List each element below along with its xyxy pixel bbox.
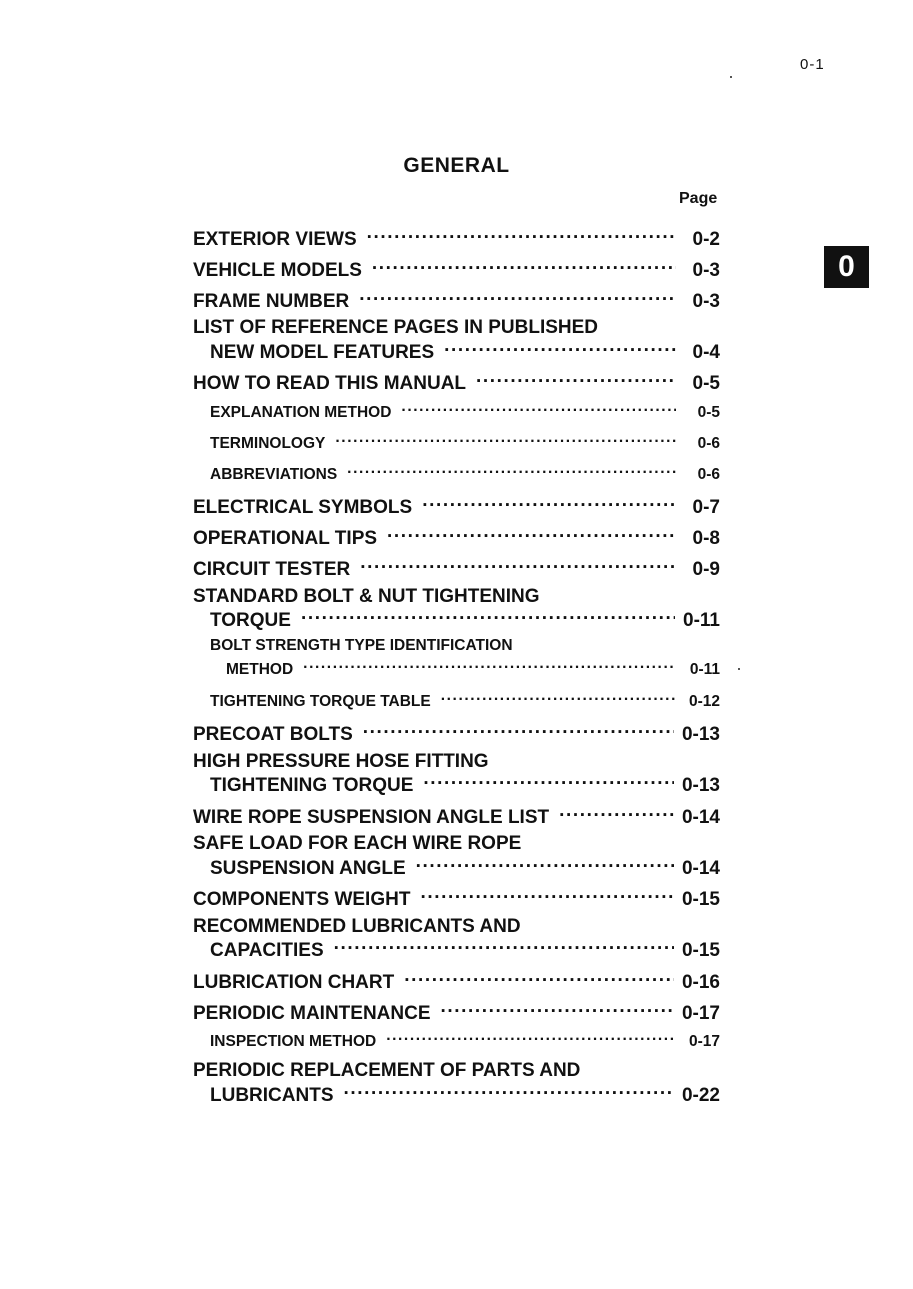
dot-leader [420, 885, 674, 906]
toc-page-number: 0-12 [688, 692, 720, 710]
toc-entry-line [210, 337, 720, 364]
dot-leader [441, 689, 676, 706]
page-title-text: GENERAL [403, 154, 510, 177]
toc-page-number: 0-15 [681, 940, 720, 962]
toc-page-number: 0-8 [692, 528, 720, 550]
dot-leader [422, 493, 676, 514]
toc-entry-line [193, 885, 720, 912]
toc-page-number: 0-14 [681, 806, 720, 828]
toc-entry-title: BOLT STRENGTH TYPE IDENTIFICATION [210, 637, 513, 654]
scan-speck [730, 76, 732, 78]
toc-entry-title: HIGH PRESSURE HOSE FITTING [193, 750, 489, 772]
toc-entry-title: CAPACITIES [210, 940, 324, 962]
toc-entry-line [210, 606, 720, 633]
toc-entry[interactable] [0, 460, 913, 491]
toc-entry[interactable] [0, 553, 913, 584]
toc-page-number: 0-17 [681, 1002, 720, 1024]
toc-entry-line [193, 998, 720, 1025]
toc-entry[interactable] [0, 749, 913, 801]
toc-entry[interactable] [0, 965, 913, 996]
toc-entry-title: EXPLANATION METHOD [210, 403, 392, 421]
toc-page-number: 0-17 [688, 1033, 720, 1051]
toc-entry[interactable] [0, 831, 913, 883]
dot-leader [335, 431, 676, 448]
toc-entry[interactable] [0, 222, 913, 253]
toc-entry-line [193, 524, 720, 551]
toc-entry-line [210, 1080, 720, 1107]
toc-entry-title: OPERATIONAL TIPS [193, 528, 378, 550]
toc-page-number: 0-9 [692, 559, 720, 581]
toc-entry-line [193, 1060, 720, 1082]
toc-entry[interactable] [0, 800, 913, 831]
toc-entry-title: TORQUE [210, 610, 291, 632]
toc-entry[interactable] [0, 996, 913, 1027]
table-of-contents [0, 222, 913, 1110]
toc-entry-line [193, 555, 720, 582]
toc-page-number: 0-3 [692, 259, 720, 281]
toc-page-number: 0-15 [681, 889, 720, 911]
toc-entry-line [193, 286, 720, 313]
toc-entry-line [193, 833, 720, 855]
section-tab: 0 [824, 246, 869, 288]
dot-leader [444, 337, 676, 358]
page-number: 0-1 [800, 56, 825, 73]
toc-entry-line [193, 586, 720, 608]
toc-entry[interactable] [0, 584, 913, 636]
toc-entry-line [193, 317, 720, 339]
toc-entry[interactable] [0, 718, 913, 749]
toc-entry[interactable] [0, 914, 913, 966]
dot-leader [303, 657, 676, 674]
toc-entry[interactable] [0, 883, 913, 914]
toc-page-number: 0-11 [689, 661, 720, 679]
toc-entry-line [193, 224, 720, 251]
toc-entry-line [193, 493, 720, 520]
toc-entry-line [193, 369, 720, 396]
toc-entry-title: LUBRICATION CHART [193, 971, 395, 993]
toc-entry[interactable] [0, 429, 913, 460]
toc-entry-title: CIRCUIT TESTER [193, 559, 351, 581]
toc-entry-line [210, 637, 720, 655]
toc-page-number: 0-5 [692, 373, 720, 395]
toc-entry-title: LIST OF REFERENCE PAGES IN PUBLISHED [193, 317, 599, 338]
toc-entry-title: SAFE LOAD FOR EACH WIRE ROPE [193, 833, 522, 854]
toc-entry-line [226, 657, 720, 679]
toc-entry-title: PERIODIC MAINTENANCE [193, 1002, 431, 1024]
toc-entry[interactable] [0, 1027, 913, 1058]
toc-page-number: 0-7 [692, 497, 720, 519]
toc-entry[interactable] [0, 491, 913, 522]
toc-entry-line [193, 255, 720, 282]
toc-entry[interactable] [0, 1058, 913, 1110]
toc-entry-line [210, 689, 720, 711]
toc-entry-title: WIRE ROPE SUSPENSION ANGLE LIST [193, 806, 550, 828]
dot-leader [441, 998, 674, 1019]
dot-leader [416, 853, 674, 874]
toc-entry[interactable] [0, 398, 913, 429]
toc-page-number: 0-14 [681, 857, 720, 879]
toc-page-number: 0-6 [697, 434, 720, 452]
toc-page-number: 0-4 [692, 341, 720, 363]
toc-entry[interactable] [0, 687, 913, 718]
toc-entry-title: PRECOAT BOLTS [193, 724, 353, 746]
toc-entry-title: ABBREVIATIONS [210, 465, 338, 483]
toc-entry-title: LUBRICANTS [210, 1084, 334, 1106]
dot-leader [301, 606, 675, 627]
toc-entry-title: FRAME NUMBER [193, 290, 350, 312]
toc-entry-title: TERMINOLOGY [210, 434, 326, 452]
toc-entry-title: HOW TO READ THIS MANUAL [193, 373, 467, 395]
toc-entry[interactable] [0, 635, 913, 687]
toc-entry[interactable] [0, 367, 913, 398]
dot-leader [401, 400, 676, 417]
toc-entry-line [210, 462, 720, 484]
dot-leader [386, 1029, 676, 1046]
toc-entry-line [193, 751, 720, 773]
toc-page-number: 0-13 [681, 775, 720, 797]
toc-entry-title: EXTERIOR VIEWS [193, 228, 357, 250]
toc-entry-title: RECOMMENDED LUBRICANTS AND [193, 915, 521, 937]
toc-entry-title: COMPONENTS WEIGHT [193, 889, 411, 911]
toc-page-number: 0-5 [697, 403, 720, 421]
toc-entry-line [193, 916, 720, 938]
toc-entry-line [210, 936, 720, 963]
page-title [0, 154, 913, 178]
toc-entry-line [193, 802, 720, 829]
toc-entry-title: VEHICLE MODELS [193, 259, 362, 281]
dot-leader [367, 224, 676, 245]
dot-leader [359, 286, 676, 307]
page-column-label: Page [679, 190, 718, 207]
toc-entry-title: METHOD [226, 661, 294, 679]
toc-entry[interactable] [0, 522, 913, 553]
toc-entry[interactable] [0, 253, 913, 284]
dot-leader [387, 524, 676, 545]
toc-page-number: 0-13 [681, 724, 720, 746]
dot-leader [404, 967, 674, 988]
toc-page-number: 0-3 [692, 290, 720, 312]
dot-leader [360, 555, 676, 576]
toc-entry-title: ELECTRICAL SYMBOLS [193, 497, 413, 519]
toc-entry-line [210, 1029, 720, 1051]
toc-entry-line [193, 967, 720, 994]
dot-leader [347, 462, 676, 479]
toc-entry[interactable] [0, 315, 913, 367]
toc-entry-title: TIGHTENING TORQUE [210, 775, 414, 797]
dot-leader [423, 771, 674, 792]
toc-entry-line [193, 720, 720, 747]
toc-entry-line [210, 853, 720, 880]
toc-entry-title: STANDARD BOLT & NUT TIGHTENING [193, 585, 540, 607]
dot-leader [363, 720, 674, 741]
toc-entry-title: SUSPENSION ANGLE [210, 857, 406, 879]
dot-leader [372, 255, 676, 276]
toc-page-number: 0-6 [697, 465, 720, 483]
dot-leader [476, 369, 676, 390]
toc-entry-title: PERIODIC REPLACEMENT OF PARTS AND [193, 1060, 581, 1081]
toc-page-number: 0-2 [692, 228, 720, 250]
toc-entry-line [210, 431, 720, 453]
dot-leader [334, 936, 674, 957]
scan-speck [738, 668, 740, 670]
toc-entry-title: TIGHTENING TORQUE TABLE [210, 692, 431, 710]
toc-page-number: 0-16 [681, 971, 720, 993]
toc-page-number: 0-22 [681, 1084, 720, 1106]
toc-page-number: 0-11 [683, 610, 720, 632]
toc-entry-title: NEW MODEL FEATURES [210, 341, 435, 363]
dot-leader [344, 1080, 674, 1101]
dot-leader [559, 802, 674, 823]
toc-entry[interactable] [0, 284, 913, 315]
toc-entry-line [210, 771, 720, 798]
toc-entry-title: INSPECTION METHOD [210, 1033, 377, 1051]
toc-entry-line [210, 400, 720, 422]
